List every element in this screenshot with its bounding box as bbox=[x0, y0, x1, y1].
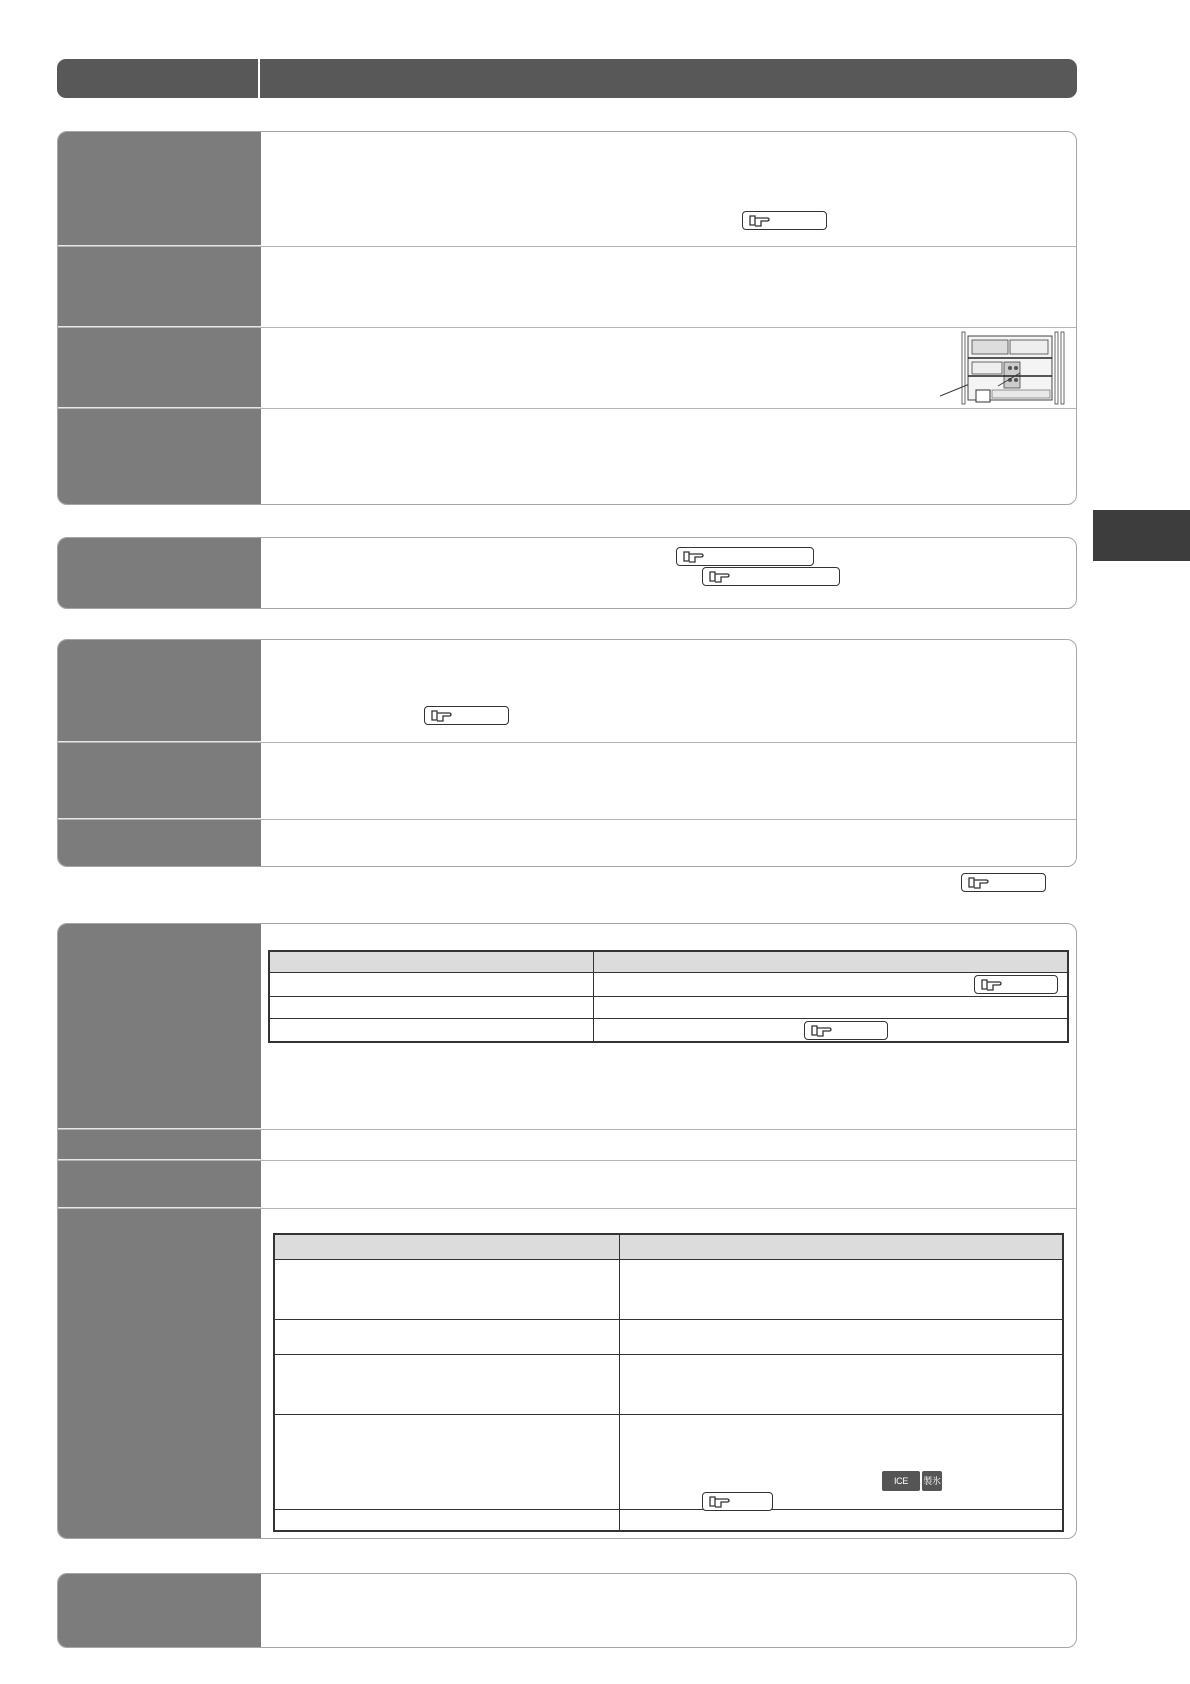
section-tab bbox=[1093, 510, 1190, 561]
table-cell bbox=[619, 1509, 1063, 1531]
reference-table-a bbox=[268, 950, 1069, 1043]
table-row bbox=[274, 1509, 1063, 1531]
divider bbox=[58, 408, 1076, 409]
pointing-hand-icon bbox=[708, 1494, 730, 1509]
table-row bbox=[269, 996, 1068, 1018]
table-header-cell bbox=[619, 1234, 1063, 1259]
table-header-cell bbox=[269, 951, 593, 972]
table-cell bbox=[274, 1319, 619, 1354]
table-cell bbox=[593, 996, 1068, 1018]
divider bbox=[58, 1129, 1076, 1130]
reference-arrow[interactable] bbox=[702, 567, 840, 586]
header-bar bbox=[57, 59, 1077, 98]
reference-arrow[interactable] bbox=[804, 1021, 888, 1040]
table-cell bbox=[269, 1018, 593, 1042]
reference-arrow[interactable] bbox=[676, 547, 814, 566]
table-row bbox=[269, 972, 1068, 996]
table-header-row bbox=[274, 1234, 1063, 1259]
reference-arrow[interactable] bbox=[424, 706, 509, 725]
panel-3-side bbox=[58, 640, 261, 866]
table-cell bbox=[619, 1354, 1063, 1414]
table-cell bbox=[619, 1259, 1063, 1319]
table-row bbox=[274, 1354, 1063, 1414]
panel-1 bbox=[57, 131, 1077, 505]
divider bbox=[58, 246, 1076, 247]
table-header-cell bbox=[593, 951, 1068, 972]
freezer-shelf-illustration bbox=[940, 328, 1075, 408]
table-row bbox=[274, 1319, 1063, 1354]
panel-2-side bbox=[58, 538, 261, 608]
table-cell bbox=[619, 1414, 1063, 1509]
reference-table-b bbox=[273, 1233, 1064, 1532]
ice-kanji-badge: 製氷 bbox=[922, 1471, 942, 1491]
table-cell bbox=[269, 996, 593, 1018]
pointing-hand-icon bbox=[748, 213, 770, 228]
panel-3 bbox=[57, 639, 1077, 867]
pointing-hand-icon bbox=[682, 549, 704, 564]
pointing-hand-icon bbox=[708, 569, 730, 584]
reference-arrow[interactable] bbox=[974, 975, 1058, 994]
table-cell bbox=[269, 972, 593, 996]
table-cell bbox=[274, 1414, 619, 1509]
ice-maker-badge: ICE MAKER bbox=[882, 1471, 920, 1491]
divider bbox=[58, 819, 1076, 820]
divider bbox=[58, 742, 1076, 743]
table-cell bbox=[619, 1319, 1063, 1354]
divider bbox=[58, 327, 1076, 328]
table-row bbox=[269, 1018, 1068, 1042]
panel-5 bbox=[57, 1573, 1077, 1648]
panel-2 bbox=[57, 537, 1077, 609]
panel-4-side bbox=[58, 924, 261, 1538]
table-header-row bbox=[269, 951, 1068, 972]
divider bbox=[58, 1160, 1076, 1161]
pointing-hand-icon bbox=[430, 708, 452, 723]
panel-1-side bbox=[58, 132, 261, 504]
pointing-hand-icon bbox=[810, 1023, 832, 1038]
table-cell bbox=[274, 1354, 619, 1414]
reference-arrow[interactable] bbox=[702, 1492, 773, 1511]
table-row bbox=[274, 1414, 1063, 1509]
divider bbox=[58, 1208, 1076, 1209]
pointing-hand-icon bbox=[967, 875, 989, 890]
header-divider bbox=[258, 59, 260, 98]
table-row bbox=[274, 1259, 1063, 1319]
table-header-cell bbox=[274, 1234, 619, 1259]
panel-5-side bbox=[58, 1574, 261, 1647]
table-cell bbox=[274, 1509, 619, 1531]
reference-arrow[interactable] bbox=[961, 873, 1046, 892]
reference-arrow[interactable] bbox=[742, 211, 827, 230]
table-cell bbox=[274, 1259, 619, 1319]
pointing-hand-icon bbox=[980, 977, 1002, 992]
